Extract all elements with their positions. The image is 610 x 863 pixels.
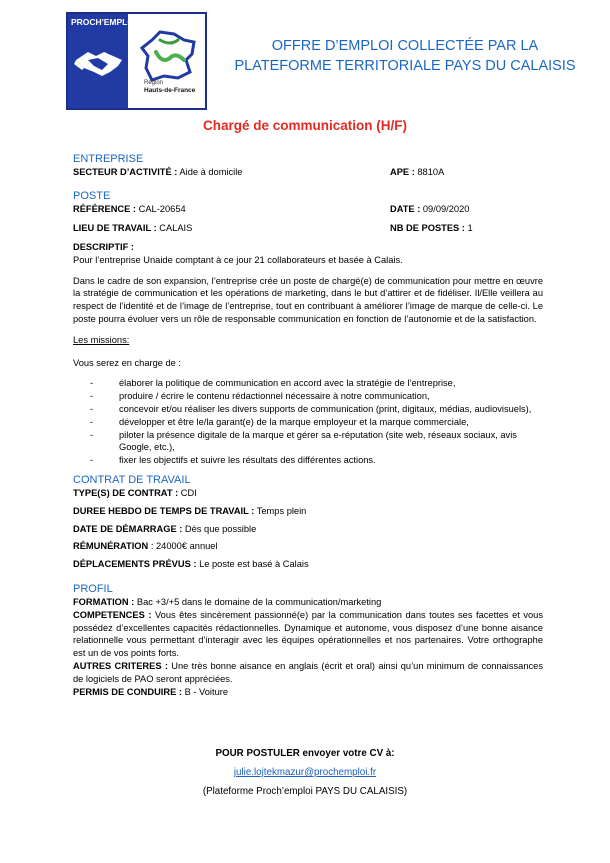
duree-label: DUREE HEBDO DE TEMPS DE TRAVAIL : (73, 505, 255, 516)
apply-email-link[interactable]: julie.lojtekmazur@prochemploi.fr (233, 767, 377, 778)
region-line-2: Hauts-de-France (144, 87, 196, 94)
reference-label: RÉFÉRENCE : (73, 204, 137, 214)
header-title-line-2: PLATEFORME TERRITORIALE PAYS DU CALAISIS (234, 58, 576, 74)
demarrage-row (73, 523, 543, 536)
mission-item: - concevoir et/ou réaliser les divers supports de communication (print, digitaux, médias, audiovisuels), (90, 403, 543, 416)
deplacements-row (73, 558, 543, 571)
missions-intro: Vous serez en charge de : (73, 357, 182, 368)
reference-value: CAL-20654 (138, 204, 186, 214)
competences-value: Vous êtes sincèrement passionné(e) par la communication dans toutes ses facettes et vous possédez d’excellentes capacités rédactionnelles. Dynamique et autonome, vous disposez d’une bonne aisance relationnelle vous permettant d’interagir avec les équipes opérationnelles et nos partenaires. Votre orthographe est un de vos points forts. (73, 609, 544, 659)
section-heading-profil: PROFIL (73, 582, 113, 595)
section-heading-contrat: CONTRAT DE TRAVAIL (73, 473, 191, 486)
duree-row (73, 505, 543, 518)
ape-field (390, 166, 444, 179)
apply-heading: POUR POSTULER envoyer votre CV à: (215, 748, 395, 759)
mission-item: - produire / écrire le contenu rédactionnel nécessaire à notre communication, (90, 390, 543, 403)
remuneration-label: RÉMUNÉRATION (73, 541, 149, 552)
section-heading-entreprise: ENTREPRISE (73, 153, 144, 165)
region-label (144, 80, 204, 95)
type-contrat-row (73, 487, 543, 500)
autres-criteres-row (73, 660, 543, 686)
mission-item: - fixer les objectifs et suivre les résultats des différentes actions. (90, 454, 543, 467)
secteur-value: Aide à domicile (179, 167, 243, 177)
permis-label: PERMIS DE CONDUIRE : (73, 686, 182, 697)
deplacements-value: Le poste est basé à Calais (199, 559, 309, 570)
mission-item: - élaborer la politique de communication en accord avec la stratégie de l’entreprise, (90, 377, 543, 390)
ape-label: APE : (390, 167, 415, 177)
lieu-label: LIEU DE TRAVAIL : (73, 223, 157, 233)
permis-row (73, 686, 543, 699)
section-heading-poste: POSTE (73, 190, 111, 202)
region-line-1: Région (144, 80, 164, 86)
apply-block (0, 744, 610, 801)
logo-brand-text: PROCH'EMPLOI (71, 17, 137, 27)
handshake-icon (74, 42, 124, 82)
competences-label: COMPETENCES : (73, 609, 152, 620)
france-map-icon (140, 30, 198, 82)
type-contrat-value: CDI (180, 487, 197, 498)
descriptif-label: DESCRIPTIF : (73, 242, 134, 252)
nb-postes-value: 1 (467, 223, 473, 233)
date-value: 09/09/2020 (422, 204, 470, 214)
missions-list (90, 377, 543, 467)
header-title (220, 36, 590, 76)
autres-criteres-value: Une très bonne aisance en anglais (écrit et oral) ainsi qu’un minimum de connaissances de logiciels de PAO seront appréciées. (73, 660, 543, 684)
formation-value: Bac +3/+5 dans le domaine de la communication/marketing (136, 596, 382, 607)
date-field (390, 203, 469, 216)
deplacements-label: DÉPLACEMENTS PRÉVUS : (73, 559, 197, 570)
secteur-row (73, 166, 543, 179)
duree-value: Temps plein (256, 505, 307, 516)
demarrage-value: Dès que possible (184, 523, 257, 534)
remuneration-value: : 24000€ annuel (150, 541, 218, 552)
nb-postes-label: NB DE POSTES : (390, 223, 465, 233)
secteur-label: SECTEUR D’ACTIVITÉ : (73, 167, 178, 177)
header-title-line-1: OFFRE D’EMPLOI COLLECTÉE PAR LA (271, 38, 539, 54)
ape-value: 8810A (417, 167, 445, 177)
nb-postes-field (390, 222, 473, 235)
date-label: DATE : (390, 204, 421, 214)
lieu-value: CALAIS (159, 223, 193, 233)
mission-item: - développer et être le/la garant(e) de la marque employeur et la marque commerciale, (90, 416, 543, 429)
apply-platform: (Plateforme Proch’emploi PAYS DU CALAISIS) (202, 786, 408, 797)
offer-body (73, 152, 543, 698)
descriptif-paragraph: Dans le cadre de son expansion, l’entreprise crée un poste de chargé(e) de communication pour mettre en œuvre la stratégie de communication et les opérations de marketing, dans le but d’attirer et de fidéliser. Il/Elle veillera au respect de l’identité et de l’image de l’entreprise, tout en contribuant à améliorer l’image de marque de celle-ci. Le poste pourra évoluer vers un rôle de responsable communication en fonction de l’autonomie et de la satisfaction. (73, 275, 543, 324)
autres-criteres-label: AUTRES CRITERES : (73, 660, 168, 671)
permis-value: B - Voiture (184, 686, 229, 697)
type-contrat-label: TYPE(S) DE CONTRAT : (73, 487, 179, 498)
demarrage-label: DATE DE DÉMARRAGE : (73, 523, 183, 534)
remuneration-row (73, 540, 543, 553)
missions-label: Les missions: (73, 334, 130, 345)
descriptif-intro: Pour l’entreprise Unaide comptant à ce jour 21 collaborateurs et basée à Calais. (73, 254, 403, 265)
job-title: Chargé de communication (H/F) (202, 118, 408, 133)
formation-row (73, 596, 543, 609)
formation-label: FORMATION : (73, 596, 135, 607)
prochemploi-logo (66, 12, 207, 110)
mission-item: - piloter la présence digitale de la marque et gérer sa e-réputation (site web, réseaux sociaux, avis Google, etc.), (90, 429, 543, 455)
reference-row (73, 203, 543, 216)
competences-row (73, 609, 543, 660)
lieu-row (73, 222, 543, 235)
